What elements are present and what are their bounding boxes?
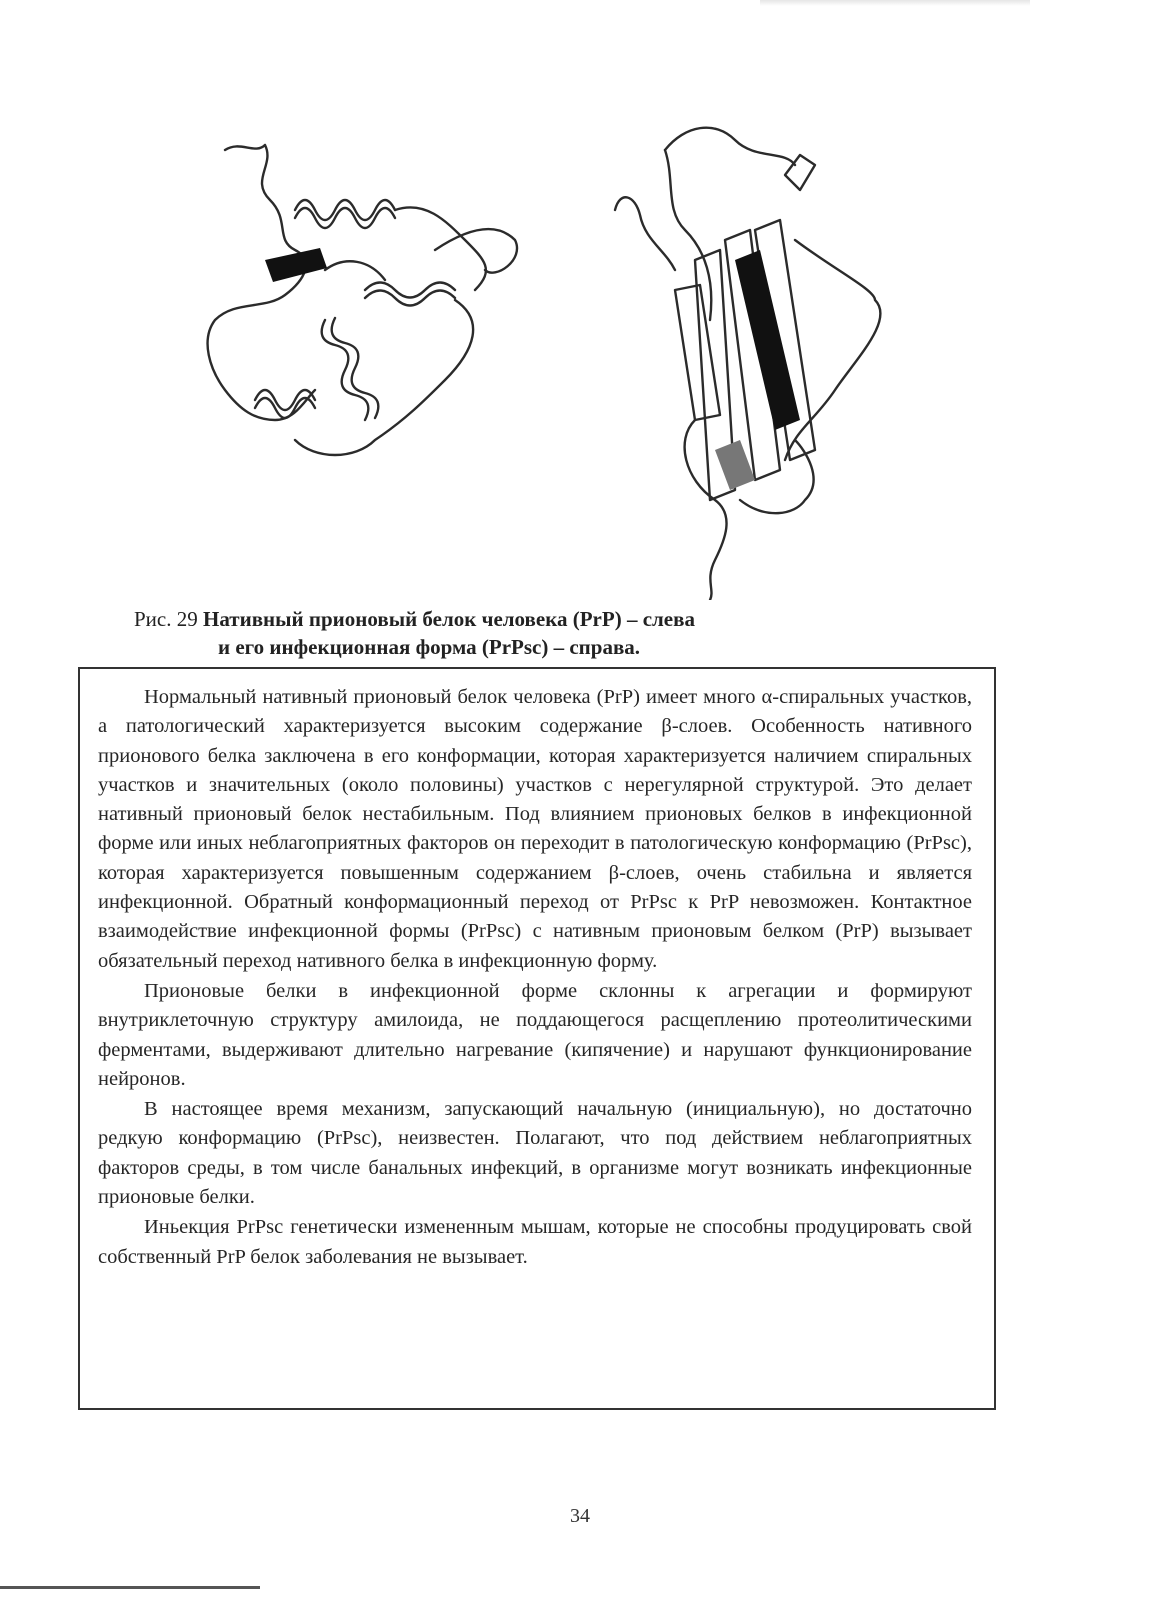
native-prp-structure	[208, 145, 517, 455]
caption-title-line1: Нативный прионовый белок человека (PrP) – слева	[203, 607, 695, 631]
paragraph-2: Прионовые белки в инфекционной форме склонны к агрегации и формируют внутриклеточную структуру амилоида, не поддающегося расщеплению протеолитическими ферментами, выдерживают длительно нагревание (кипячение) и нарушают функционирование нейронов.	[98, 979, 972, 1090]
paragraph-3: В настоящее время механизм, запускающий начальную (инициальную), но достаточно редкую конформацию (PrPsc), неизвестен. Полагают, что под действием неблагоприятных факторов среды, в том числе банальных инфекций, в организме могут возникать инфекционные прионовые белки.	[98, 1098, 972, 1209]
figure-caption	[134, 605, 914, 661]
figure-29	[195, 120, 915, 600]
page-number: 34	[570, 1505, 590, 1527]
paragraph-1: Нормальный нативный прионовый белок человека (PrP) имеет много α-спиральных участков, а патологический характеризуется высоким содержание β-слоев. Особенность нативного прионового белка заключена в его конформации, которая характеризуется наличием спиральных участков и значительных (около половины) участков с нерегулярной структурой. Это делает нативный прионовый белок нестабильным. Под влиянием прионовых белков в инфекционной форме или иных неблагоприятных факторов он переходит в патологическую конформацию (PrPsc), которая характеризуется повышенным содержанием β-слоев, очень стабильна и является инфекционной. Обратный конформационный переход от PrPsc к PrP невозможен. Контактное взаимодействие инфекционной формы (PrPsc) с нативным прионовым белком (PrP) вызывает обязательный переход нативного белка в инфекционную форму.	[98, 686, 972, 972]
paragraph-4: Иньекция PrPsc генетически измененным мышам, которые не способны продуцировать свой собственный PrP белок заболевания не вызывает.	[98, 1216, 972, 1268]
caption-prefix: Рис. 29	[134, 607, 203, 631]
scan-edge-bottom	[0, 1586, 260, 1589]
prion-structures-illustration	[195, 120, 915, 600]
native-beta-strand-mark	[265, 248, 327, 282]
infectious-prpsc-structure	[615, 128, 880, 600]
text-box	[78, 667, 996, 1410]
caption-title-line2: и его инфекционная форма (PrPsc) – справа.	[218, 635, 641, 659]
scan-edge-top	[760, 0, 1030, 6]
